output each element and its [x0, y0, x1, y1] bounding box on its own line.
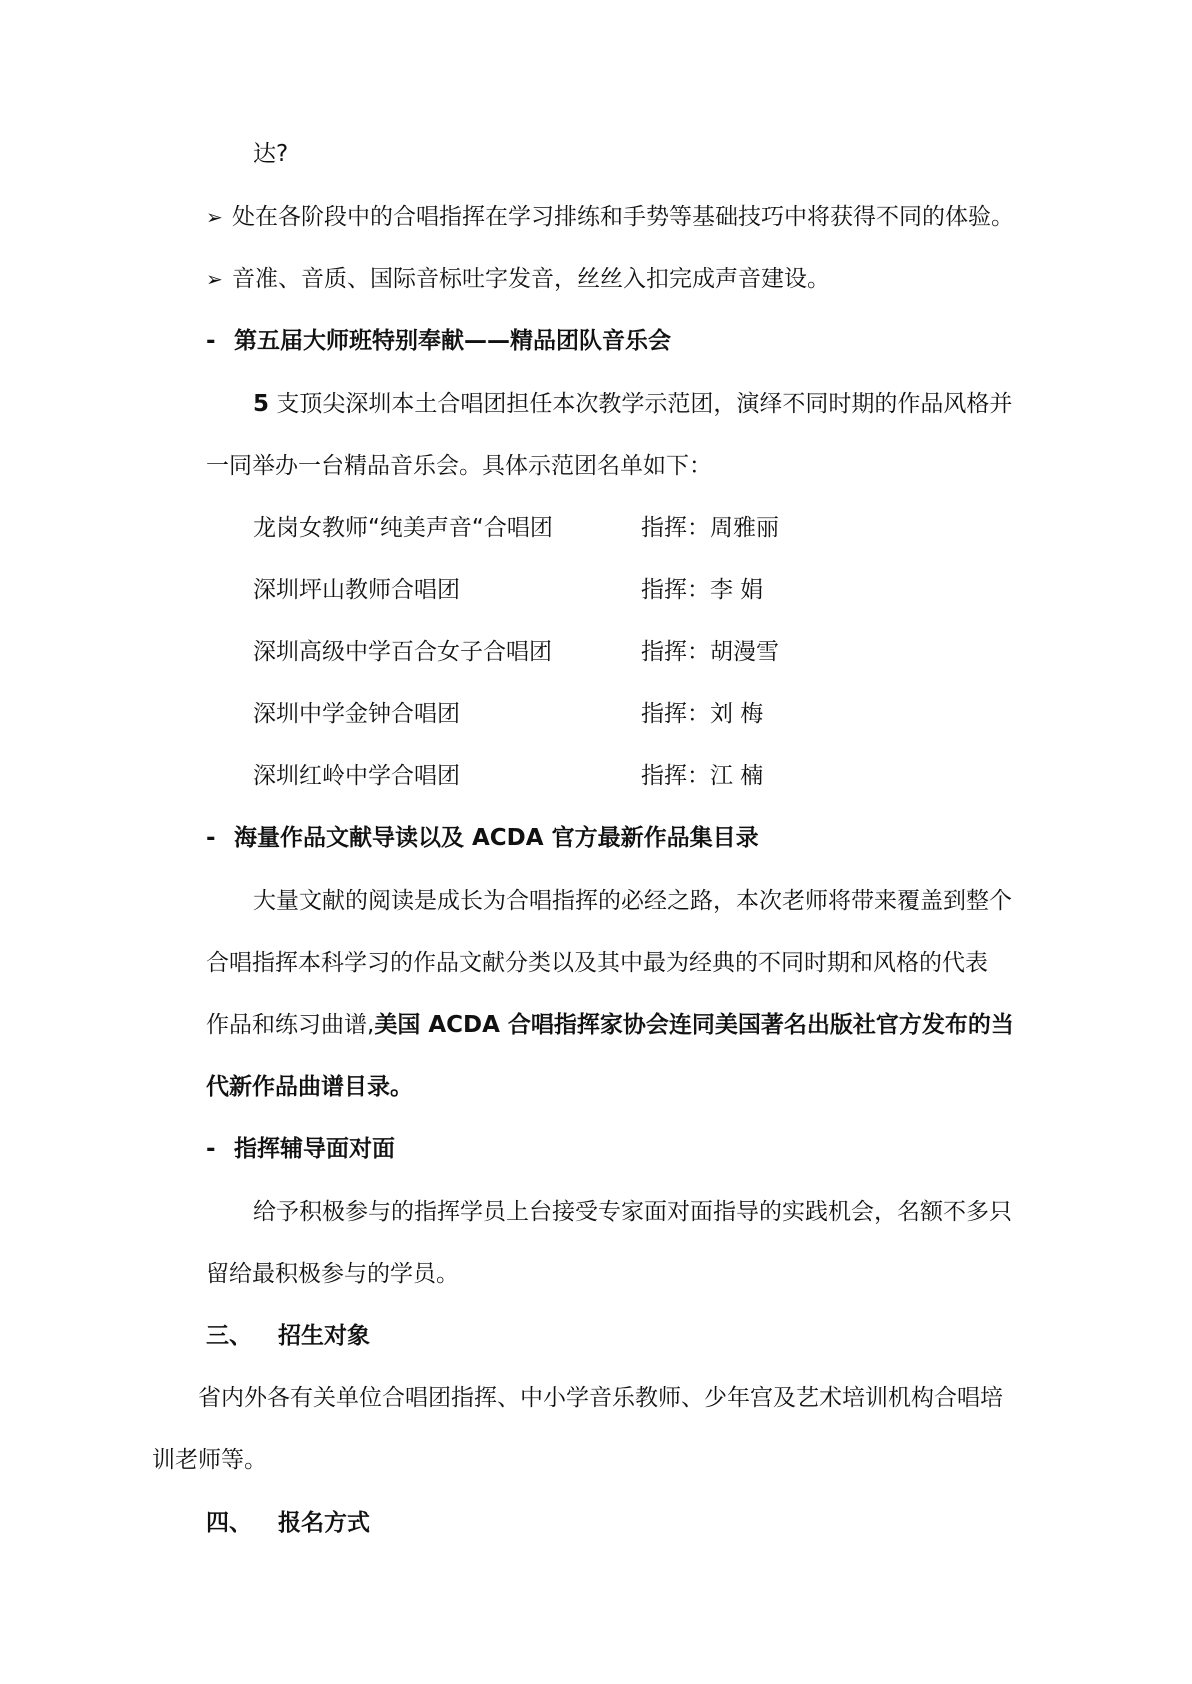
section-heading-coaching	[206, 1134, 395, 1164]
section-title: 招生对象	[278, 1323, 370, 1349]
choir-conductor: 指挥：刘 梅	[641, 701, 764, 727]
bullet-text: 音准、音质、国际音标吐字发音，丝丝入扣完成声音建设。	[232, 266, 830, 292]
section-heading-concert	[206, 326, 671, 356]
section-title: 海量作品文献导读以及 ACDA 官方最新作品集目录	[234, 825, 759, 851]
section-heading-literature	[206, 823, 759, 853]
choir-conductor: 指挥：李 娟	[641, 577, 764, 603]
choir-name: 深圳坪山教师合唱团	[253, 577, 460, 603]
intro-text: 支顶尖深圳本土合唱团担任本次教学示范团，演绎不同时期的作品风格并	[269, 391, 1013, 417]
section-title: 报名方式	[278, 1510, 370, 1536]
section-title: 指挥辅导面对面	[234, 1136, 395, 1162]
section-title: 第五届大师班特别奉献——精品团队音乐会	[234, 328, 671, 354]
arrow-bullet-icon: ➢	[206, 267, 223, 291]
paragraph-text: 作品和练习曲谱,	[206, 1012, 375, 1038]
paragraph-line: 省内外各有关单位合唱团指挥、中小学音乐教师、少年宫及艺术培训机构合唱培	[198, 1385, 1003, 1411]
bullet-text: 处在各阶段中的合唱指挥在学习排练和手势等基础技巧中将获得不同的体验。	[232, 204, 1014, 230]
dash-marker: -	[206, 328, 216, 354]
paragraph-line	[206, 1010, 1014, 1040]
bullet-item	[206, 202, 1014, 232]
section-heading-three	[206, 1321, 370, 1351]
paragraph-line: 留给最积极参与的学员。	[206, 1261, 459, 1287]
dash-marker: -	[206, 825, 216, 851]
section-number: 四、	[206, 1510, 252, 1536]
arrow-bullet-icon: ➢	[206, 205, 223, 229]
paragraph-bold-text: 美国 ACDA 合唱指挥家协会连同美国著名出版社官方发布的当	[374, 1012, 1014, 1038]
paragraph-line: 代新作品曲谱目录。	[206, 1074, 413, 1100]
choir-name: 深圳高级中学百合女子合唱团	[253, 639, 552, 665]
dash-marker: -	[206, 1136, 216, 1162]
paragraph-line: 一同举办一台精品音乐会。具体示范团名单如下：	[206, 453, 712, 479]
bullet-item	[206, 264, 830, 294]
choir-conductor: 指挥：周雅丽	[641, 515, 779, 541]
section-number: 三、	[206, 1323, 252, 1349]
paragraph-line: 大量文献的阅读是成长为合唱指挥的必经之路，本次老师将带来覆盖到整个	[253, 888, 1012, 914]
choir-name: 深圳红岭中学合唱团	[253, 763, 460, 789]
paragraph-line: 训老师等。	[152, 1447, 267, 1473]
choir-conductor: 指挥：胡漫雪	[641, 639, 779, 665]
choir-conductor: 指挥：江 楠	[641, 763, 764, 789]
intro-number: 5	[253, 391, 270, 417]
paragraph-line	[253, 389, 1012, 419]
choir-name: 深圳中学金钟合唱团	[253, 701, 460, 727]
continuation-text: 达?	[253, 141, 289, 167]
paragraph-line: 给予积极参与的指挥学员上台接受专家面对面指导的实践机会，名额不多只	[253, 1199, 1012, 1225]
choir-name: 龙岗女教师“纯美声音“合唱团	[253, 515, 553, 541]
paragraph-line: 合唱指挥本科学习的作品文献分类以及其中最为经典的不同时期和风格的代表	[206, 950, 988, 976]
section-heading-four	[206, 1508, 370, 1538]
